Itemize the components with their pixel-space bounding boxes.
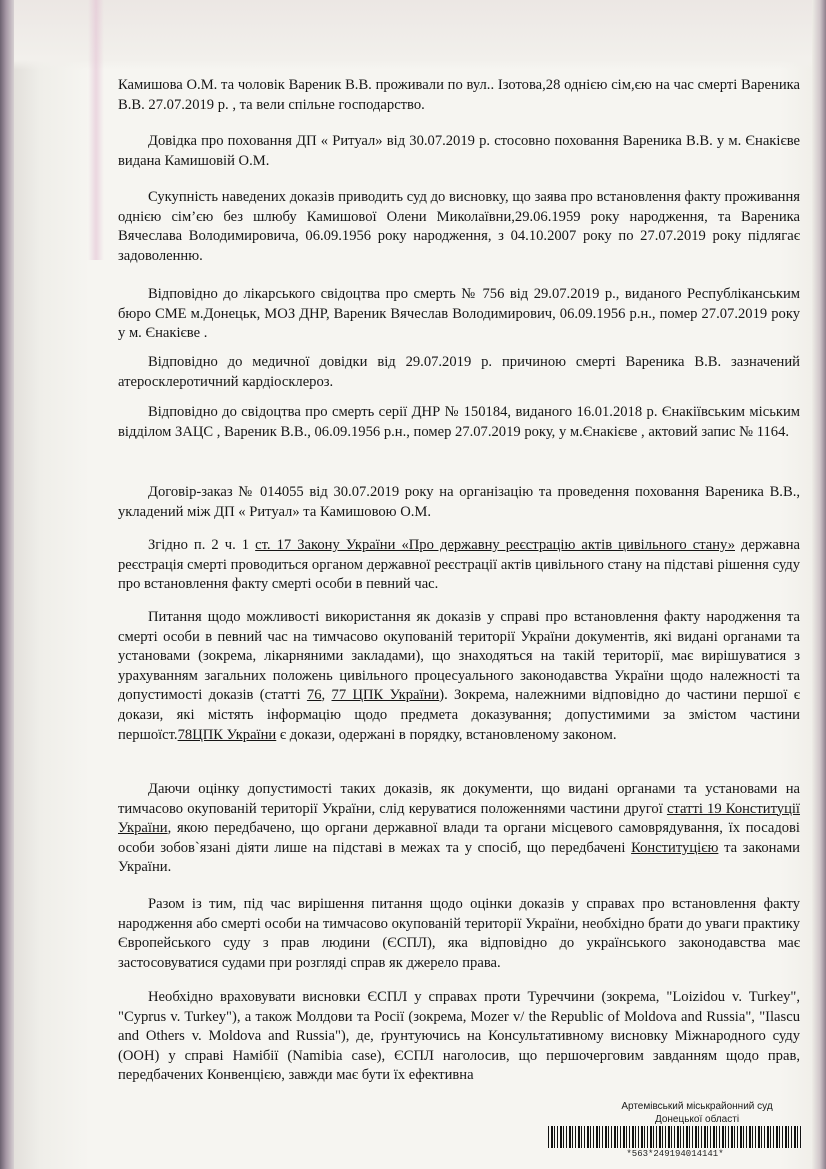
paragraph — [118, 132, 800, 171]
legal-reference-link[interactable]: статті 19 Конституції України — [118, 800, 800, 837]
paragraph — [118, 608, 800, 745]
paragraph-text: Необхідно враховувати висновки ЄСПЛ у справах проти Туреччини (зокрема, "Loizidou v. Turkey", "Cyprus v. Turkey"), а також Молдови та Росії (зокрема, Mozer v/ the Republic of Moldova and Russia", "Ilascu and Others v. Moldova and Russia"), де, ґрунтуючись на Консультативному висновку Міжнародного суду (ООН) у справі Намібії (Namibia case), ЄСПЛ наголосив, що першочерговим завданням щодо прав, передбачених Конвенцією, завжди має бути їх ефективна — [118, 989, 800, 1084]
barcode — [548, 1126, 802, 1148]
paragraph-text: ). Зокрема, належними відповідно до частини першої є докази, які містять інформацію щодо предмета доказування; допустимими за змістом частини першоїст. — [118, 687, 801, 743]
paragraph-text: Відповідно до медичної довідки від 29.07.2019 р. причиною смерті Вареника В.В. зазначений атеросклеротичний кардіосклероз. — [118, 354, 800, 390]
barcode-number: *563*249194014141* — [626, 1149, 724, 1159]
scan-left-edge — [0, 0, 14, 1169]
paragraph-text: Камишова О.М. та чоловік Вареник В.В. проживали по вул.. Ізотова,28 однією сім,єю на час смерті Вареника В.В. 27.07.2019 р. , та вели спільне господарство. — [118, 77, 800, 113]
scan-color-streak — [88, 0, 104, 260]
paragraph-text: Разом із тим, під час вирішення питання щодо оцінки доказів у справах про встановлення факту народження або смерті особи на тимчасово окупованій території України, необхідно брати до уваги практику Європейського суду з прав людини (ЄСПЛ), яка відповідно до українського законодавства має застосовуватися судами при розгляді справ як джерело права. — [118, 896, 800, 971]
court-name: Артемівський міськрайонний суд — [621, 1101, 773, 1112]
paragraph — [118, 536, 800, 595]
paragraph-text: , якою передбачено, що органи державної влади та органи місцевого самоврядування, їх посадові особи зобов`язані діяти лише на підставі в межах та у спосіб, що передбачені — [118, 820, 800, 856]
paragraph-text: Відповідно до лікарського свідоцтва про смерть № 756 від 29.07.2019 р., виданого Республіканським бюро СМЕ м.Донецьк, МОЗ ДНР, Вареник Вячеслав Володимирович, 06.09.1956 р.н., помер 27.07.2019 року у м. Єнакієве . — [118, 286, 800, 342]
paragraph-text: , — [321, 687, 332, 704]
paragraph — [118, 895, 800, 973]
court-region: Донецької області — [654, 1114, 740, 1125]
court-stamp — [602, 1100, 792, 1126]
paragraph — [118, 988, 800, 1086]
paragraph — [118, 353, 800, 392]
paragraph-text: Відповідно до свідоцтва про смерть серії ДНР № 150184, виданого 16.01.2018 р. Єнакіївським міським відділом ЗАЦС , Вареник В.В., 06.09.1956 р.н., помер 27.07.2019 року, у м.Єнакієве , актовий запис № 1164. — [118, 404, 800, 440]
legal-reference-link[interactable]: 76 — [306, 687, 322, 704]
paragraph-text: Питання щодо можливості використання як доказів у справі про встановлення факту народження та смерті особи в певний час на тимчасово окупованій території України документів, які видані органами та установами (зокрема, лікарняними закладами), що знаходяться на такій території, має вирішуватися з урахуванням загальних положень цивільного процесуального законодавства України щодо належності та допустимості доказів (статті — [118, 609, 800, 704]
scan-top-band — [0, 0, 826, 70]
paragraph — [118, 780, 800, 878]
paragraph-text: є докази, одержані в порядку, встановленому законом. — [276, 726, 617, 743]
paragraph-text: Довідка про поховання ДП « Ритуал» від 30.07.2019 р. стосовно поховання Вареника В.В. у м. Єнакієве видана Камишовій О.М. — [118, 133, 800, 169]
legal-reference-link[interactable]: Конституцією — [631, 839, 719, 856]
paragraph-text: Сукупність наведених доказів приводить суд до висновку, що заява про встановлення факту проживання однією сім’єю без шлюбу Камишової Олени Миколаївни,29.06.1959 року народження, та Вареника Вячеслава Володимировича, 06.09.1956 року народження, з 04.10.2007 року по 27.07.2019 року підлягає задоволенню. — [118, 189, 800, 264]
paragraph — [118, 403, 800, 442]
scan-right-edge — [812, 0, 826, 1169]
paragraph-text: державна реєстрація смерті проводиться органом державної реєстрації актів цивільного стану на підставі рішення суду про встановлення факту смерті особи в певний час. — [118, 537, 800, 593]
paragraph-text: Даючи оцінку допустимості таких доказів, як документи, що видані органами та установами на тимчасово окупованій території України, слід керуватися положеннями частини другої — [118, 781, 800, 817]
legal-reference-link[interactable]: 78ЦПК України — [177, 726, 277, 743]
paragraph — [118, 285, 800, 344]
paragraph-text: Договір-заказ № 014055 від 30.07.2019 року на організацію та проведення поховання Вареника В.В., укладений між ДП « Ритуал» та Камишовою О.М. — [118, 484, 800, 520]
paragraph-text: та законами України. — [118, 839, 800, 876]
paragraph-text: Згідно п. 2 ч. 1 — [148, 537, 256, 553]
legal-reference-link[interactable]: ст. 17 Закону України «Про державну реєстрацію актів цивільного стану» — [255, 537, 735, 553]
legal-reference-link[interactable]: 77 ЦПК України — [331, 687, 440, 704]
paragraph — [118, 483, 800, 522]
paragraph — [118, 188, 800, 266]
paragraph — [118, 76, 800, 115]
